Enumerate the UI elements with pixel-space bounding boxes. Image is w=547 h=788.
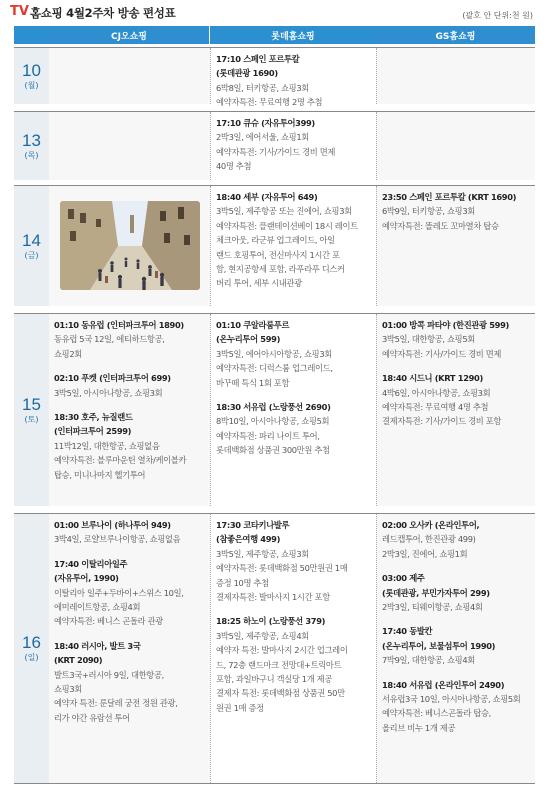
gs-cell [376,314,535,506]
table-bottom-border [14,783,535,784]
program-entry [216,116,376,174]
program-detail: 3박5일, 아시아나항공, 쇼핑3회 [54,387,163,398]
program-detail: 발트3국+러시아 9일, 대한항공, [54,669,164,680]
gs-cell [376,514,535,783]
program-detail: 이탈리아 일주+두바이+스위스 10일, [54,587,184,598]
program-detail: 올리브 비누 1개 제공 [382,722,456,733]
program-title: 18:30 서유럽 (노랑풍선 2690) [216,402,331,413]
program-title: 18:25 하노이 (노랑풍선 379) [216,616,326,627]
program-title: 02:10 푸켓 (인터파크투어 699) [54,373,171,384]
program-entry [54,318,210,361]
program-detail: (온누리투어 599) [216,334,281,345]
program-title: 23:50 스페인 포르투칼 (KRT 1690) [382,192,517,202]
program-detail: 2박3일, 진에어, 쇼핑1회 [382,548,468,559]
program-detail: 포함, 과일바구니 객실당 1개 제공 [216,674,333,685]
program-entry [54,518,210,547]
program-entry [216,52,376,110]
day-cell [14,48,49,104]
day-number: 13 [22,130,41,150]
title-bar [0,0,547,24]
program-entry [216,318,376,390]
weekday: (토) [24,414,39,424]
program-entry [216,190,376,291]
gs-cell [376,112,535,180]
lotte-cell [210,48,376,108]
program-detail: 서유럽3국 10일, 아시아나항공, 쇼핑5회 [382,694,521,705]
program-entry [54,557,210,629]
program-entry [382,624,535,667]
program-detail: 예약자특전: 롯데백화점 50만원권 1매 [216,563,348,574]
program-title: 01:00 브루나이 (하나투어 949) [54,520,171,530]
program-detail: 예약자특전: 플랜테이션베이 18시 레이트 [216,220,358,231]
program-detail: 3박5일, 제주항공, 쇼핑3회 [216,548,309,559]
program-detail: 체크아웃, 라군뷰 업그레이드, 아일 [216,235,335,246]
program-detail: 에미레이트항공, 쇼핑4회 [54,602,141,613]
program-title: 18:40 세부 (자유투어 649) [216,192,318,202]
program-title: 01:10 동유럽 (인터파크투어 1890) [54,320,184,330]
street-photo [60,201,200,290]
program-detail: 3박5일, 대한항공, 쇼핑5회 [382,334,475,345]
day-cell [14,186,49,306]
program-detail: 결제자특전: 기사/가이드 경비 포함 [382,416,502,427]
program-detail: 8박10일, 아시아나항공, 쇼핑5회 [216,416,330,427]
program-detail: 40명 추첨 [216,161,252,172]
program-detail: 예약자특전: 무료여행 4명 추첨 [382,402,489,413]
program-title: 17:30 코타키나발루 [216,520,290,530]
weekday: (금) [24,250,39,260]
program-title: 17:10 큐슈 (자유투어399) [216,118,315,128]
program-detail: 7박9일, 대한항공, 쇼핑4회 [382,655,475,666]
day-number: 16 [22,633,41,652]
program-detail: 드, 72층 랜드마크 전망대+트릭아트 [216,659,342,670]
row-day-14 [14,185,535,306]
program-detail: (인터파크투어 2599) [54,426,132,437]
program-detail: 바꾸떼 특식 1회 포함 [216,377,290,388]
program-detail: 함, 현지공항세 포함, 라푸라푸 디스커 [216,264,345,275]
program-entry [382,571,535,614]
program-detail: 쇼핑3회 [54,684,82,695]
lotte-cell [210,514,376,783]
program-title: 18:40 서유럽 (온라인투어 2490) [382,679,505,690]
program-detail: 3박5일, 에어아시아항공, 쇼핑3회 [216,348,332,359]
day-number: 14 [22,230,41,250]
program-entry [216,400,376,458]
cj-cell [49,112,210,180]
program-detail: (KRT 2090) [54,655,103,666]
cj-cell [49,48,210,104]
program-detail: 예약자 특전: 발마사지 2시간 업그레이 [216,645,348,656]
program-title: 17:40 동발칸 [382,626,433,637]
program-title: 17:40 이탈리아일주 [54,558,128,569]
program-detail: 2박3일, 티웨이항공, 쇼핑4회 [382,602,483,613]
program-detail: 레드캡투어, 한진관광 499) [382,534,476,545]
program-detail: 11박12일, 대한항공, 쇼핑없음 [54,440,160,451]
program-title: 17:10 스페인 포르투칼 [216,54,300,64]
weekday: (일) [24,653,39,662]
program-detail: 예약자특전: 블루마운틴 열차/케이블카 [54,455,187,466]
program-entry [382,318,535,361]
lotte-cell [210,112,376,180]
program-detail: 랜드 호핑투어, 전신마사지 1시간 포 [216,249,340,260]
row-day-13 [14,111,535,180]
cj-cell [49,314,210,506]
unit-note: (괄호 안 단위:천 원) [462,11,533,20]
program-entry [382,678,535,736]
program-detail: (온누리투어, 보물섬투어 1990) [382,640,496,651]
program-detail: 예약자 특전: 룬달레 궁전 정원 관광, [54,698,178,709]
lotte-cell [210,186,376,306]
row-day-15 [14,313,535,506]
program-detail: 6박8일, 터키항공, 쇼핑3회 [216,82,309,93]
program-detail: (롯데관광, 부민가자투어 299) [382,587,490,598]
program-title: 02:00 오사카 (온라인투어, [382,520,480,530]
cj-cell [49,514,210,783]
program-entry [54,639,210,725]
gs-cell [376,186,535,306]
program-detail: 예약자특전: 파리 나이트 투어, [216,430,320,441]
day-number: 15 [22,394,41,414]
program-entry [216,518,376,604]
day-cell [14,314,49,506]
program-detail: 리가 야간 유람선 투어 [54,712,130,723]
day-number: 10 [22,60,41,80]
program-detail: 예약자특전: 기사/가이드 경비 면제 [216,146,336,157]
header-lotte: 롯데홈쇼핑 [210,26,376,44]
program-detail: 6박9일, 터키항공, 쇼핑3회 [382,206,475,217]
program-detail: 4박6일, 아시아나항공, 쇼핑3회 [382,387,491,398]
program-detail: 3박4일, 로얄브루나이항공, 쇼핑없음 [54,534,181,545]
program-title: 18:40 러시아, 발트 3국 [54,640,141,651]
program-detail: 원권 1매 증정 [216,702,264,713]
program-detail: 증정 10명 추첨 [216,577,269,588]
program-detail: 탑승, 미니나마지 헬기투어 [54,469,146,480]
weekday: (목) [24,150,39,160]
header-cj: CJ오쇼핑 [49,26,209,44]
row-day-16 [14,513,535,783]
program-detail: 2박3일, 에어서울, 쇼핑1회 [216,132,309,143]
program-detail: 예약자특전: 무료여행 2명 추첨 [216,97,323,108]
program-detail: 예약자특전: 기사/가이드 경비 면제 [382,348,502,359]
day-cell [14,112,49,180]
program-detail: 결제자 특전: 롯데백화점 상품권 50만 [216,688,345,699]
program-entry [54,371,210,400]
program-title: 18:30 호주, 뉴질랜드 [54,412,133,423]
program-title: 18:40 시드니 (KRT 1290) [382,373,483,384]
program-detail: 쇼핑2회 [54,348,82,359]
program-detail: 롯데백화점 상품권 300만원 추첨 [216,445,330,456]
program-detail: 버리 투어, 세부 시내관광 [216,278,302,289]
program-detail: (롯데관광 1690) [216,68,278,79]
row-day-10 [14,47,535,108]
gs-cell [376,48,535,104]
program-detail: 3박5일, 제주항공, 쇼핑4회 [216,630,309,641]
header-gs: GS홈쇼핑 [376,26,535,44]
program-entry [382,518,535,561]
program-title: 03:00 제주 [382,573,425,584]
lotte-cell [210,314,376,506]
weekday: (월) [24,80,39,90]
header-day-cell [14,26,49,44]
program-entry [382,371,535,429]
program-detail: (자유투어, 1990) [54,573,119,584]
cj-cell [49,186,210,306]
program-detail: 예약자특전: 베니스 곤돌라 관광 [54,616,163,627]
program-detail: 3박5일, 제주항공 또는 진에어, 쇼핑3회 [216,206,352,217]
program-detail: 예약자특전: 똘레도 꼬마열차 탑승 [382,220,499,231]
program-detail: (참좋은여행 499) [216,534,281,545]
page-title: 홈쇼핑 4월2주차 방송 편성표 [30,6,176,20]
program-detail: 결제자특전: 발마사지 1시간 포함 [216,592,330,603]
program-entry [216,614,376,715]
program-detail: 동유럽 5국 12일, 에티하드항공, [54,334,165,345]
tv-logo: TV [10,4,29,19]
program-title: 01:10 쿠알라룸푸르 [216,320,290,330]
program-detail: 예약자특전: 베니스곤돌라 탑승, [382,708,491,719]
program-entry [54,410,210,482]
program-entry [382,190,535,233]
day-cell [14,514,49,783]
table-header [14,26,535,44]
program-detail: 예약자특전: 디럭스룸 업그레이드, [216,363,333,374]
program-title: 01:00 방콕 파타야 (한진관광 599) [382,320,509,330]
